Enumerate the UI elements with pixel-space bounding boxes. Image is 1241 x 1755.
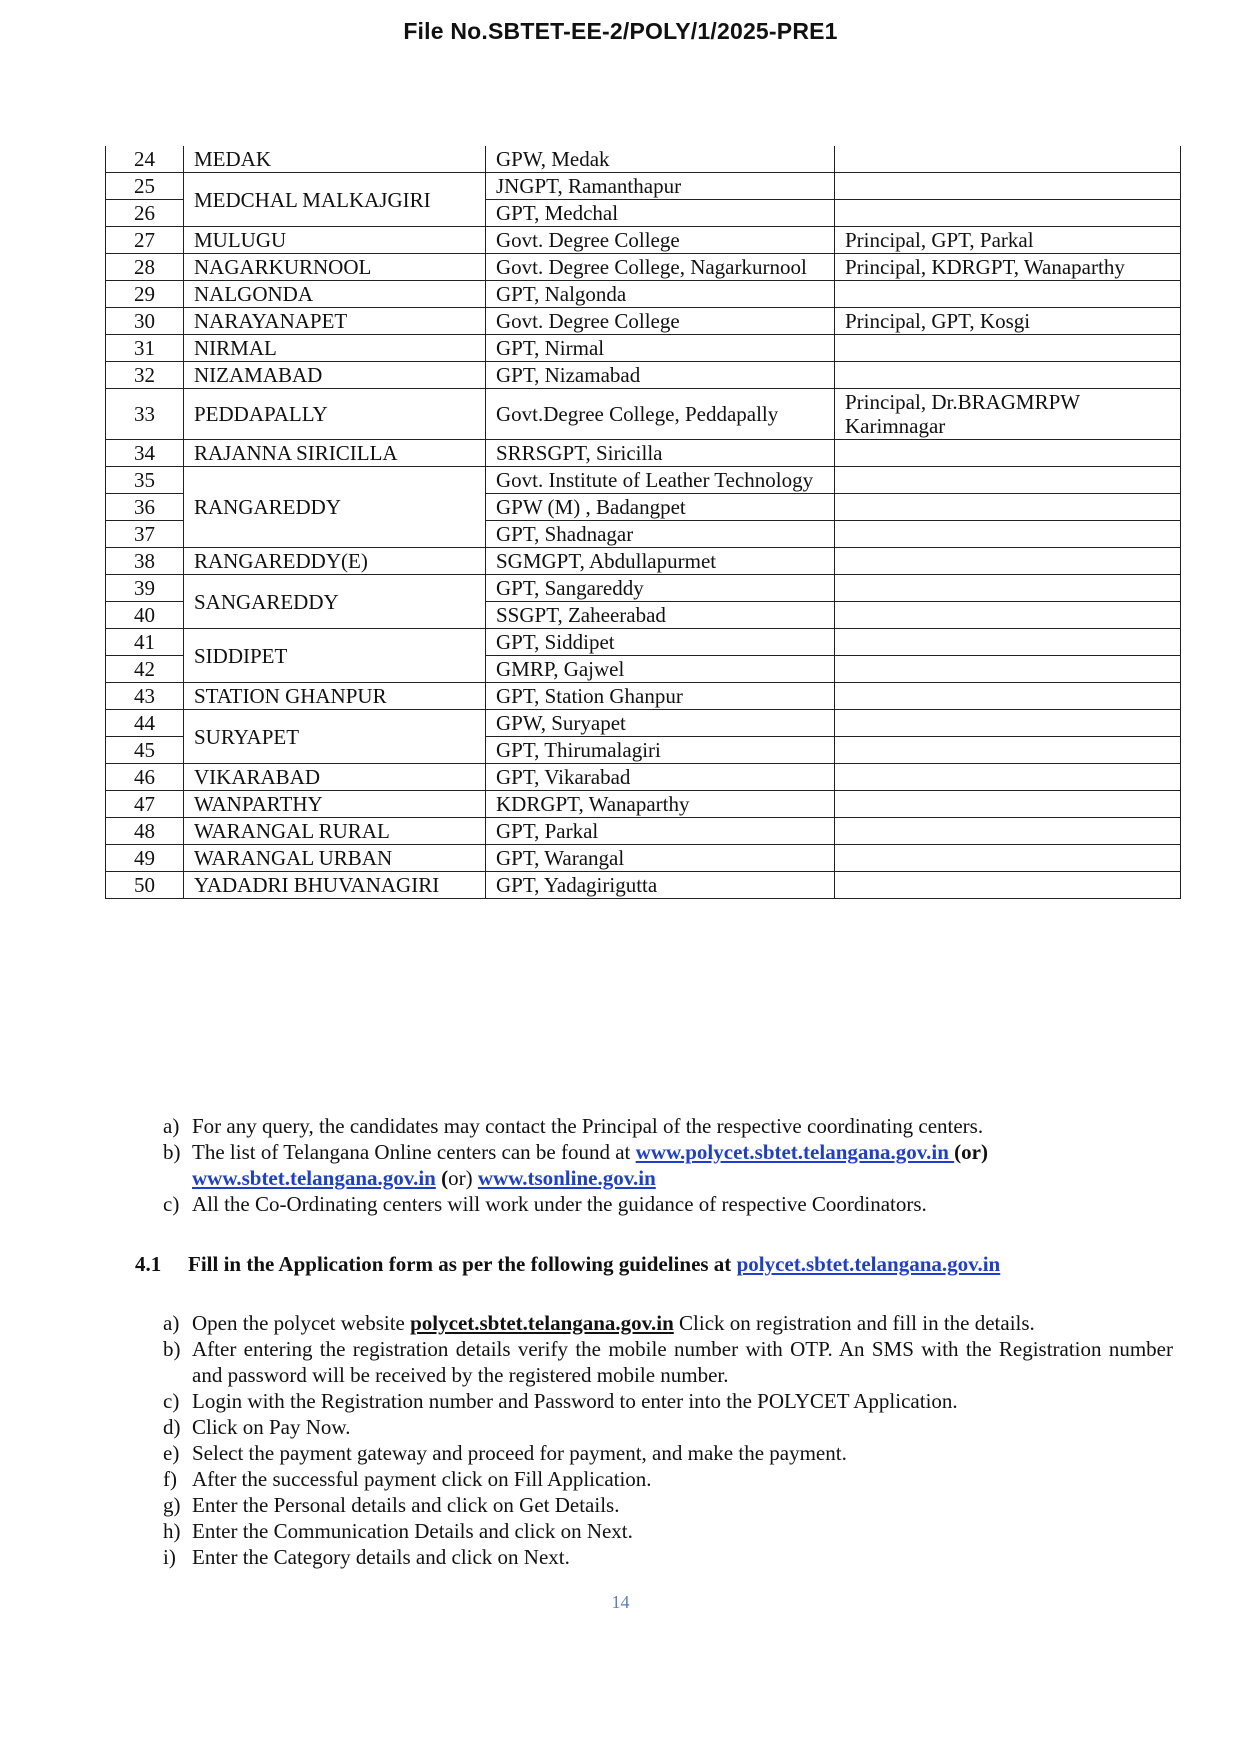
coordinator-cell <box>835 281 1181 308</box>
center-cell: GPT, Nizamabad <box>486 362 835 389</box>
coordinator-cell <box>835 173 1181 200</box>
center-cell: GPT, Shadnagar <box>486 521 835 548</box>
table-row <box>106 629 1181 656</box>
table-row <box>106 254 1181 281</box>
guidelines-list <box>163 1310 1173 1570</box>
table-row <box>106 845 1181 872</box>
guideline-item <box>163 1388 1173 1414</box>
guideline-item <box>163 1544 1173 1570</box>
guideline-item <box>163 1336 1173 1388</box>
table-row <box>106 872 1181 899</box>
tsonline-website-link[interactable]: www.tsonline.gov.in <box>477 1166 656 1190</box>
table-row <box>106 308 1181 335</box>
guideline-marker: b) <box>163 1337 181 1361</box>
coordinator-cell: Principal, GPT, Kosgi <box>835 308 1181 335</box>
coordinator-cell <box>835 575 1181 602</box>
guideline-marker: h) <box>163 1519 181 1543</box>
table-row <box>106 548 1181 575</box>
row-number: 47 <box>106 791 184 818</box>
center-cell: GPT, Warangal <box>486 845 835 872</box>
district-cell: SIDDIPET <box>184 629 486 683</box>
center-cell: Govt. Degree College, Nagarkurnool <box>486 254 835 281</box>
district-cell: RANGAREDDY(E) <box>184 548 486 575</box>
guideline-text: Enter the Communication Details and click on Next. <box>192 1519 633 1543</box>
table-row <box>106 227 1181 254</box>
table-row <box>106 281 1181 308</box>
coordinator-cell: Principal, KDRGPT, Wanaparthy <box>835 254 1181 281</box>
guideline-item <box>163 1466 1173 1492</box>
guideline-marker: a) <box>163 1311 180 1335</box>
row-number: 24 <box>106 146 184 173</box>
center-cell: SGMGPT, Abdullapurmet <box>486 548 835 575</box>
section-text: Fill in the Application form as per the following guidelines at <box>188 1252 737 1276</box>
row-number: 40 <box>106 602 184 629</box>
center-cell: GPT, Nalgonda <box>486 281 835 308</box>
guideline-text: Enter the Category details and click on Next. <box>192 1545 570 1569</box>
row-number: 34 <box>106 440 184 467</box>
center-cell: GPW (M) , Badangpet <box>486 494 835 521</box>
district-cell: PEDDAPALLY <box>184 389 486 440</box>
coordinator-cell <box>835 362 1181 389</box>
page-number: 14 <box>611 1592 630 1612</box>
coordinator-cell <box>835 629 1181 656</box>
file-number-header: File No.SBTET-EE-2/POLY/1/2025-PRE1 <box>403 18 838 44</box>
row-number: 49 <box>106 845 184 872</box>
table-row <box>106 146 1181 173</box>
guideline-text <box>192 1310 1173 1336</box>
table-row <box>106 335 1181 362</box>
coordinator-cell <box>835 683 1181 710</box>
center-cell: GPT, Medchal <box>486 200 835 227</box>
table-row <box>106 467 1181 494</box>
center-cell: GPT, Thirumalagiri <box>486 737 835 764</box>
row-number: 33 <box>106 389 184 440</box>
guideline-marker: i) <box>163 1545 176 1569</box>
guideline-marker: f) <box>163 1467 177 1491</box>
guideline-item <box>163 1310 1173 1336</box>
note-prefix: The list of Telangana Online centers can be found at <box>192 1140 636 1164</box>
district-cell: MULUGU <box>184 227 486 254</box>
row-number: 32 <box>106 362 184 389</box>
row-number: 28 <box>106 254 184 281</box>
district-cell: SURYAPET <box>184 710 486 764</box>
district-cell: VIKARABAD <box>184 764 486 791</box>
row-number: 48 <box>106 818 184 845</box>
note-text: All the Co-Ordinating centers will work under the guidance of respective Coordinators. <box>192 1192 927 1216</box>
center-cell: GPT, Vikarabad <box>486 764 835 791</box>
guideline-marker: g) <box>163 1493 181 1517</box>
district-cell: WARANGAL URBAN <box>184 845 486 872</box>
note-text <box>192 1139 1173 1191</box>
district-cell: NIZAMABAD <box>184 362 486 389</box>
coordinator-cell: Principal, Dr.BRAGMRPW Karimnagar <box>835 389 1181 440</box>
coordinator-cell <box>835 602 1181 629</box>
coordinator-cell <box>835 200 1181 227</box>
table-row <box>106 791 1181 818</box>
district-cell: NIRMAL <box>184 335 486 362</box>
coordinating-centers-table <box>105 146 1181 899</box>
table-row <box>106 764 1181 791</box>
coordinator-cell <box>835 467 1181 494</box>
guideline-text: Select the payment gateway and proceed for payment, and make the payment. <box>192 1441 847 1465</box>
district-cell: RAJANNA SIRICILLA <box>184 440 486 467</box>
center-cell: GPT, Sangareddy <box>486 575 835 602</box>
district-cell: NARAYANAPET <box>184 308 486 335</box>
center-cell: Govt. Institute of Leather Technology <box>486 467 835 494</box>
district-cell: NAGARKURNOOL <box>184 254 486 281</box>
district-cell: MEDAK <box>184 146 486 173</box>
notes-list <box>163 1113 1173 1217</box>
district-cell: NALGONDA <box>184 281 486 308</box>
district-cell: RANGAREDDY <box>184 467 486 548</box>
table-row <box>106 818 1181 845</box>
coordinator-cell: Principal, GPT, Parkal <box>835 227 1181 254</box>
coordinator-cell <box>835 440 1181 467</box>
row-number: 25 <box>106 173 184 200</box>
note-marker: c) <box>163 1192 180 1216</box>
row-number: 29 <box>106 281 184 308</box>
center-cell: GPT, Parkal <box>486 818 835 845</box>
row-number: 39 <box>106 575 184 602</box>
district-cell: WARANGAL RURAL <box>184 818 486 845</box>
table-body <box>106 146 1181 899</box>
guideline-marker: d) <box>163 1415 181 1439</box>
coordinator-cell <box>835 872 1181 899</box>
note-item <box>163 1139 1173 1191</box>
guideline-marker: e) <box>163 1441 180 1465</box>
center-cell: GMRP, Gajwel <box>486 656 835 683</box>
row-number: 27 <box>106 227 184 254</box>
coordinator-cell <box>835 791 1181 818</box>
coordinator-cell <box>835 710 1181 737</box>
coordinator-cell <box>835 146 1181 173</box>
table-row <box>106 575 1181 602</box>
sbtet-website-link[interactable]: www.sbtet.telangana.gov.in <box>192 1166 436 1190</box>
center-cell: Govt. Degree College <box>486 227 835 254</box>
table-row <box>106 362 1181 389</box>
coordinator-cell <box>835 818 1181 845</box>
paren-label: ( <box>435 1166 449 1190</box>
row-number: 31 <box>106 335 184 362</box>
guideline-item <box>163 1492 1173 1518</box>
coordinator-cell <box>835 764 1181 791</box>
guideline-marker: c) <box>163 1389 180 1413</box>
or-label: (or) <box>954 1140 988 1164</box>
guideline-item <box>163 1440 1173 1466</box>
polycet-website-link[interactable]: www.polycet.sbtet.telangana.gov.in <box>635 1140 955 1164</box>
district-cell: WANPARTHY <box>184 791 486 818</box>
table-row <box>106 389 1181 440</box>
table-row <box>106 710 1181 737</box>
coordinator-cell <box>835 656 1181 683</box>
row-number: 45 <box>106 737 184 764</box>
center-cell: SSGPT, Zaheerabad <box>486 602 835 629</box>
center-cell: GPT, Siddipet <box>486 629 835 656</box>
row-number: 42 <box>106 656 184 683</box>
guideline-item <box>163 1414 1173 1440</box>
row-number: 35 <box>106 467 184 494</box>
row-number: 44 <box>106 710 184 737</box>
polycet-site-name: polycet.sbtet.telangana.gov.in <box>410 1311 674 1335</box>
guideline-item <box>163 1518 1173 1544</box>
center-cell: GPT, Yadagirigutta <box>486 872 835 899</box>
center-cell: Govt. Degree College <box>486 308 835 335</box>
note-marker: b) <box>163 1140 181 1164</box>
district-cell: MEDCHAL MALKAJGIRI <box>184 173 486 227</box>
row-number: 38 <box>106 548 184 575</box>
center-cell: JNGPT, Ramanthapur <box>486 173 835 200</box>
coordinator-cell <box>835 737 1181 764</box>
guideline-text: Click on Pay Now. <box>192 1415 351 1439</box>
coordinator-cell <box>835 494 1181 521</box>
section-number: 4.1 <box>135 1252 162 1276</box>
row-number: 30 <box>106 308 184 335</box>
row-number: 36 <box>106 494 184 521</box>
or-label: or) <box>448 1166 478 1190</box>
center-cell: GPW, Suryapet <box>486 710 835 737</box>
district-cell: STATION GHANPUR <box>184 683 486 710</box>
row-number: 50 <box>106 872 184 899</box>
table-row <box>106 440 1181 467</box>
center-cell: Govt.Degree College, Peddapally <box>486 389 835 440</box>
row-number: 41 <box>106 629 184 656</box>
district-cell: SANGAREDDY <box>184 575 486 629</box>
row-number: 46 <box>106 764 184 791</box>
table-row <box>106 683 1181 710</box>
note-marker: a) <box>163 1114 180 1138</box>
guideline-suffix: Click on registration and fill in the details. <box>673 1311 1035 1335</box>
row-number: 26 <box>106 200 184 227</box>
coordinator-cell <box>835 521 1181 548</box>
row-number: 37 <box>106 521 184 548</box>
coordinator-cell <box>835 845 1181 872</box>
guideline-text: After the successful payment click on Fill Application. <box>192 1467 652 1491</box>
center-cell: GPW, Medak <box>486 146 835 173</box>
guideline-text: Login with the Registration number and Password to enter into the POLYCET Application. <box>192 1389 958 1413</box>
district-cell: YADADRI BHUVANAGIRI <box>184 872 486 899</box>
center-cell: GPT, Station Ghanpur <box>486 683 835 710</box>
note-item <box>163 1191 1173 1217</box>
guideline-text: Enter the Personal details and click on Get Details. <box>192 1493 620 1517</box>
coordinator-cell <box>835 335 1181 362</box>
table-row <box>106 173 1181 200</box>
guideline-text: After entering the registration details verify the mobile number with OTP. An SMS with the Registration number and password will be received by the registered mobile number. <box>192 1337 1173 1387</box>
note-item <box>163 1113 1173 1139</box>
center-cell: SRRSGPT, Siricilla <box>486 440 835 467</box>
row-number: 43 <box>106 683 184 710</box>
note-text: For any query, the candidates may contact the Principal of the respective coordinating centers. <box>192 1114 984 1138</box>
center-cell: KDRGPT, Wanaparthy <box>486 791 835 818</box>
section-heading <box>135 1252 1185 1277</box>
center-cell: GPT, Nirmal <box>486 335 835 362</box>
coordinator-cell <box>835 548 1181 575</box>
polycet-application-link[interactable]: polycet.sbtet.telangana.gov.in <box>736 1252 1001 1276</box>
guideline-prefix: Open the polycet website <box>192 1311 411 1335</box>
